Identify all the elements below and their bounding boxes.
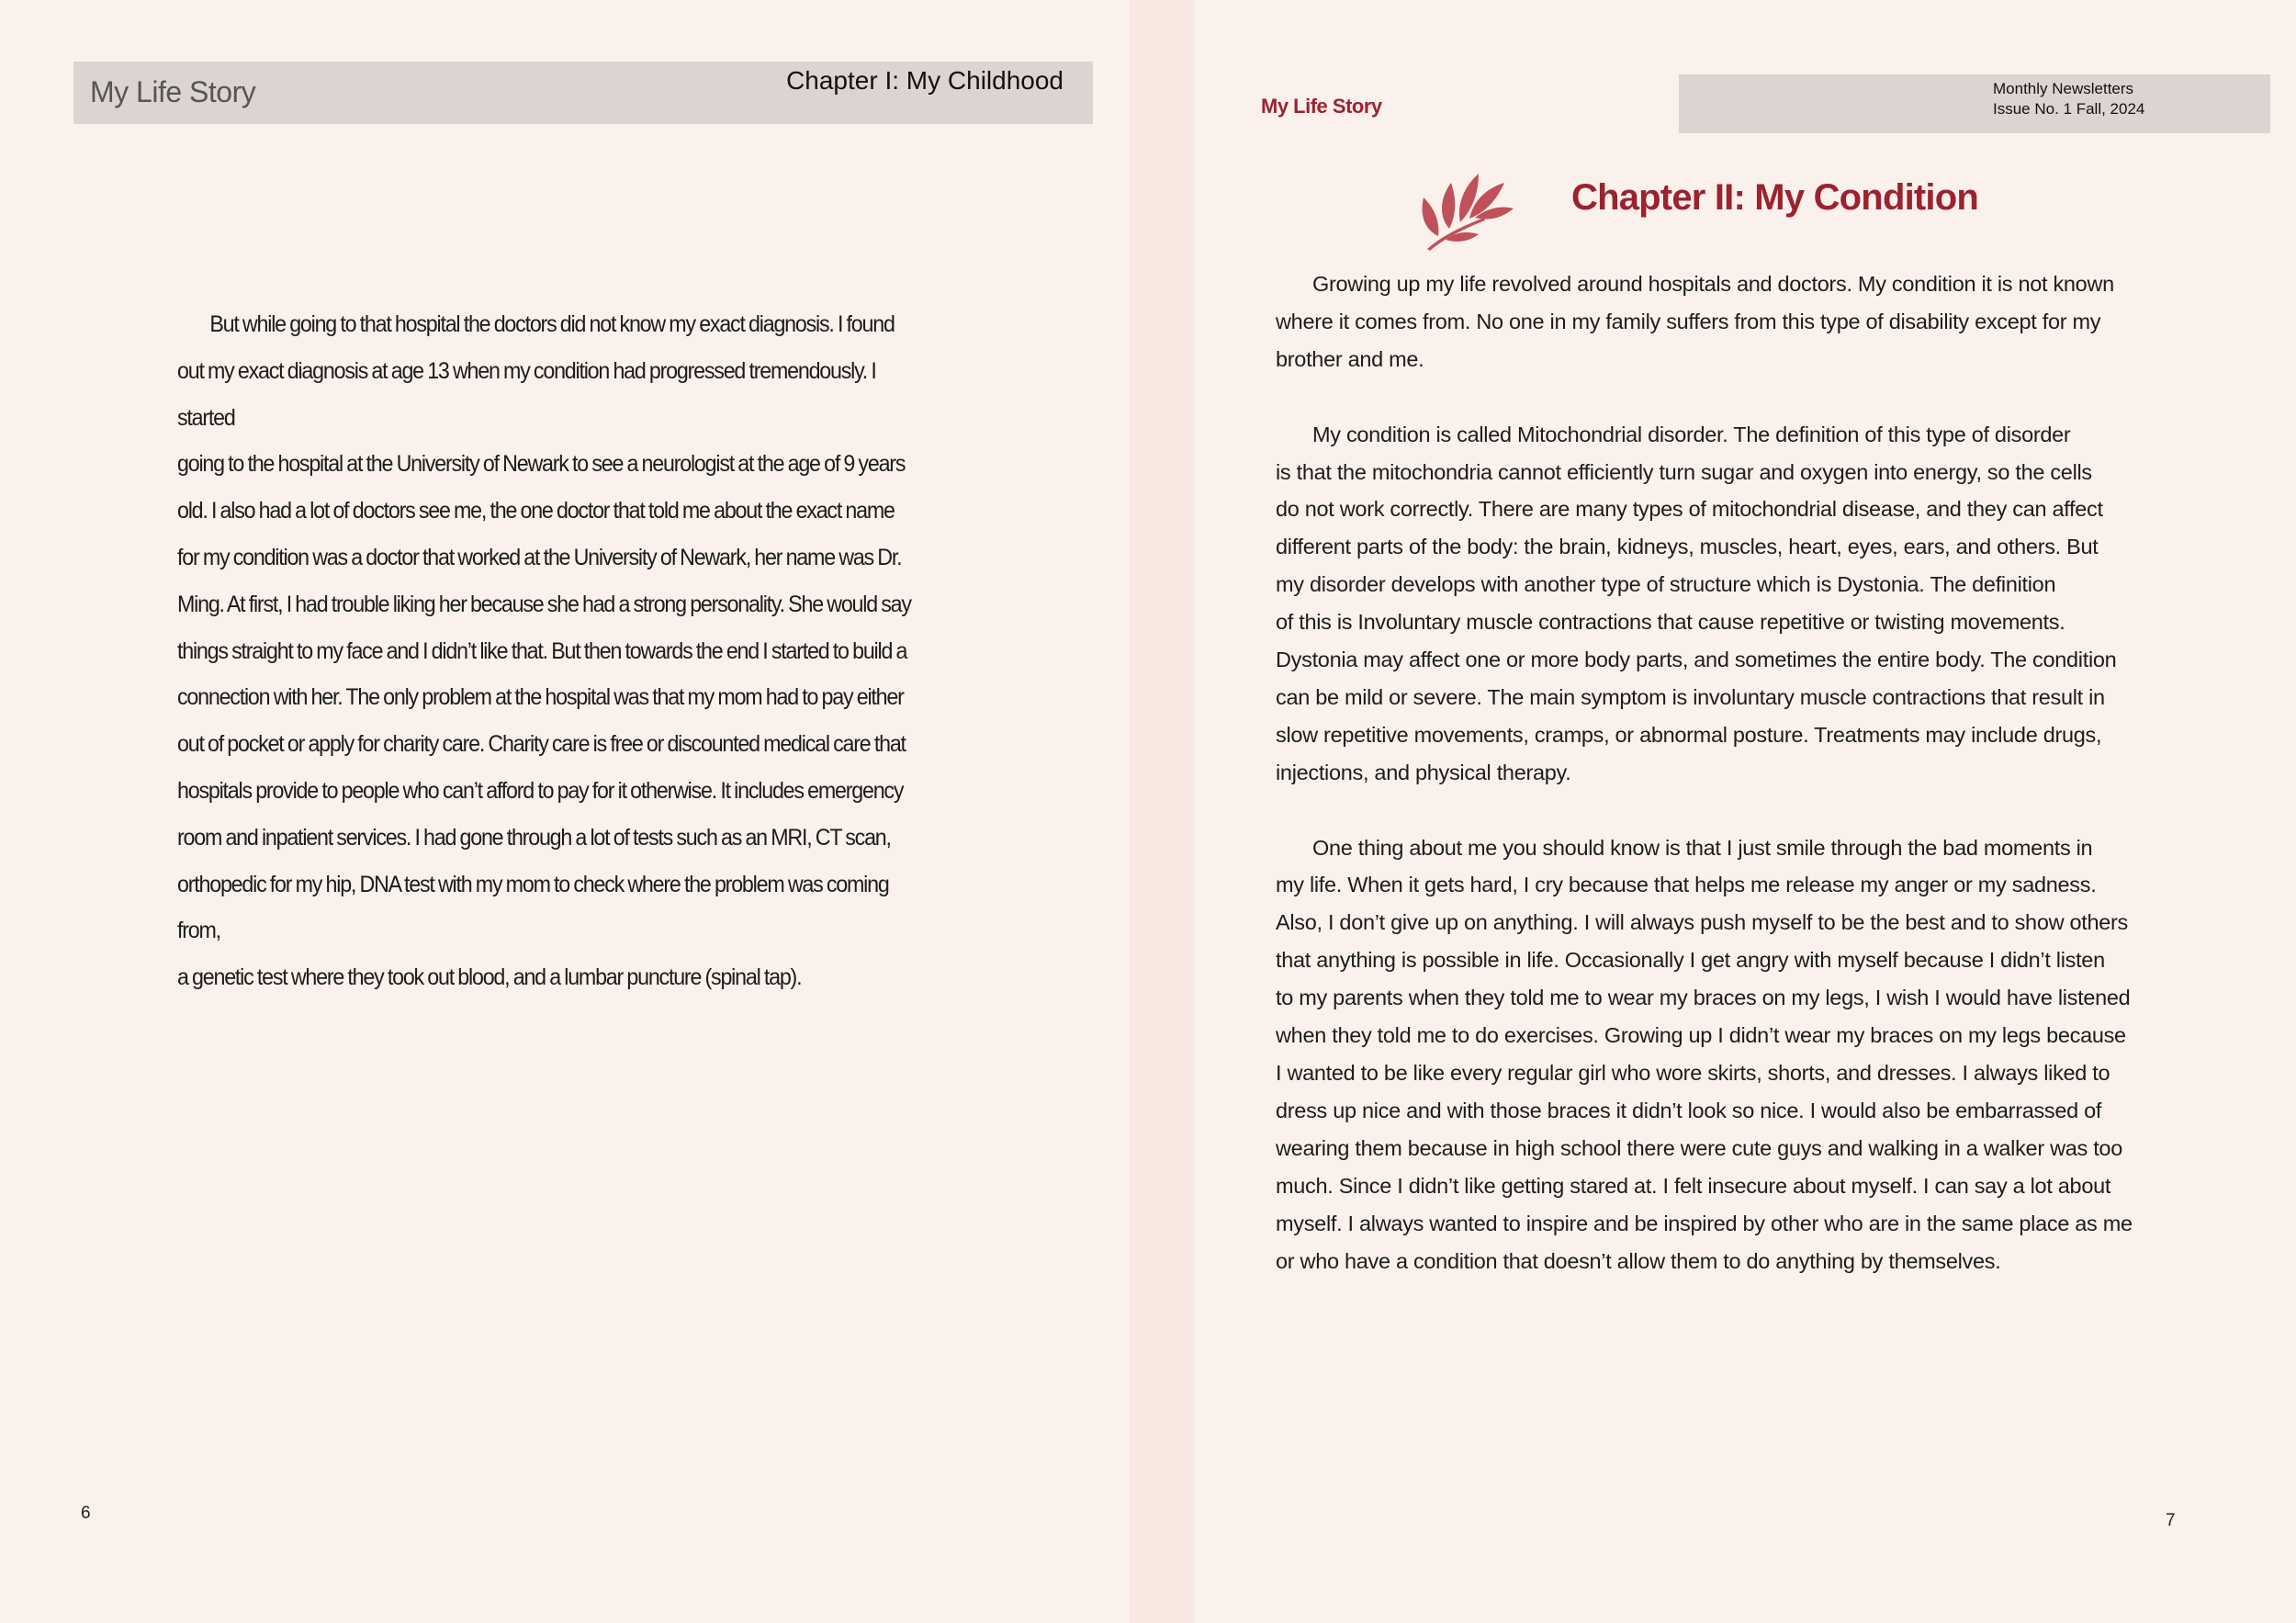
newsletter-label: Monthly Newsletters [1993,80,2134,97]
issue-label: Issue No. 1 Fall, 2024 [1993,100,2145,118]
left-chapter-title: Chapter I: My Childhood [786,66,1064,95]
left-page-number: 6 [81,1504,91,1523]
right-brand-title: My Life Story [1261,95,1382,118]
right-body-text [1276,265,2176,1317]
right-paragraph-2: My condition is called Mitochondrial disorder. The definition of this type of disorder is that the mitochondria cannot efficiently turn sugar and oxygen into energy, so the cells do not work correctly. There are many types of mitochondrial disease, and they can affect different parts of the body: the brain, kidneys, muscles, heart, eyes, ears, and others. But my disorder develops with another type of structure which is Dystonia. The definition of this is Involuntary muscle contractions that cause repetitive or twisting movements. Dystonia may affect one or more body parts, and sometimes the entire body. The condition can be mild or severe. The main symptom is involuntary muscle contractions that result in slow repetitive movements, cramps, or abnormal posture. Treatments may include drugs, injections, and physical therapy. [1276,422,2117,784]
left-paragraph-1: But while going to that hospital the doctors did not know my exact diagnosis. I found out my exact diagnosis at age 13 when my condition had progressed tremendously. I started going to the hospital at the University of Newark to see a neurologist at the age of 9 years old. I also had a lot of doctors see me, the one doctor that told me about the exact name for my condition was a doctor that worked at the University of Newark, her name was Dr. Ming. At first, I had trouble liking her because she had a strong personality. She would say things straight to my face and I didn’t like that. But then towards the end I started to build a connection with her. The only problem at the hospital was that my mom had to pay either out of pocket or apply for charity care. Charity care is free or discounted medical care that hospitals provide to people who can’t afford to pay for it otherwise. It includes emergency room and inpatient services. I had gone through a lot of tests such as an MRI, CT scan, orthopedic for my hip, DNA test with my mom to check where the problem was coming from, a genetic test where they took out blood, and a lumbar puncture (spinal tap). [177,311,911,991]
right-paragraph-1: Growing up my life revolved around hospitals and doctors. My condition it is not known where it comes from. No one in my family suffers from this type of disability except for my brother and me. [1276,272,2114,371]
right-page [1194,0,2296,1623]
left-body-text [177,301,929,1001]
right-paragraph-3: One thing about me you should know is that I just smile through the bad moments in my life. When it gets hard, I cry because that helps me release my anger or my sadness. Also, I don’t give up on anything. I will always push myself to be the best and to show others that anything is possible in life. Occasionally I get angry with myself because I didn’t listen to my parents when they told me to wear my braces on my legs, I wish I would have listened when they told me to do exercises. Growing up I didn’t wear my braces on my legs because I wanted to be like every regular girl who wore skirts, shorts, and dresses. I always liked to dress up nice and with those braces it didn’t look so nice. I would also be embarrassed of wearing them because in high school there were cute guys and walking in a walker was too much. Since I didn’t like getting stared at. I felt insecure about myself. I can say a lot about myself. I always wanted to inspire and be inspired by other who are in the same place as me or who have a condition that doesn’t allow them to do anything by themselves. [1276,835,2133,1273]
page-gutter [1130,0,1194,1623]
left-header-bar [73,62,1093,124]
left-page [0,0,1130,1623]
newsletter-info-box [1679,74,2270,133]
chapter-title: Chapter II: My Condition [1571,177,1978,218]
right-page-number: 7 [2166,1511,2176,1530]
left-brand-title: My Life Story [90,75,256,108]
leaf-icon [1414,161,1515,253]
